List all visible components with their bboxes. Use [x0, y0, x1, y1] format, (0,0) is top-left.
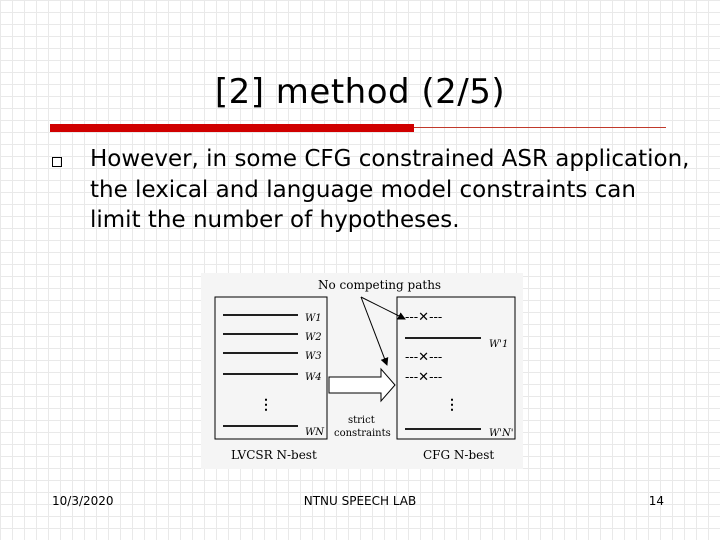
constraint-arrow — [329, 369, 395, 401]
footer-lab-name: NTNU SPEECH LAB — [303, 494, 417, 508]
label-wn-prime: W'N' — [489, 428, 514, 439]
cut-path-3: ---✕--- — [405, 370, 443, 385]
footer-date: 10/3/2020 — [52, 494, 114, 508]
cut-path-2: ---✕--- — [405, 350, 443, 365]
pointer-arrow — [361, 297, 387, 365]
right-ellipsis: ⋮ — [445, 397, 459, 413]
title-accent-bar — [50, 124, 414, 132]
cut-path-1: ---✕--- — [405, 310, 443, 325]
left-ellipsis: ⋮ — [259, 397, 273, 413]
label-w3: W3 — [305, 351, 322, 362]
square-bullet-icon — [52, 157, 62, 167]
figure-heading: No competing paths — [318, 278, 442, 292]
label-w1: W1 — [305, 313, 322, 324]
slide-title: [2] method (2/5) — [214, 72, 506, 112]
label-w1-prime: W'1 — [489, 339, 509, 350]
pointer-arrow — [361, 297, 405, 319]
footer-page-number: 14 — [648, 494, 664, 508]
label-w2: W2 — [305, 332, 322, 343]
arrow-label-constraints: constraints — [334, 428, 391, 439]
caption-cfg: CFG N-best — [423, 448, 495, 462]
caption-lvcsr: LVCSR N-best — [231, 448, 317, 462]
label-w4: W4 — [305, 372, 322, 383]
bullet-text: However, in some CFG constrained ASR application, the lexical and language model constraints can limit the number of hypotheses. — [90, 146, 690, 233]
arrow-label-strict: strict — [348, 415, 375, 426]
nbest-figure — [201, 273, 523, 469]
label-wn: WN — [305, 427, 325, 438]
title-divider-line — [414, 127, 666, 128]
nbest-diagram — [201, 273, 523, 469]
